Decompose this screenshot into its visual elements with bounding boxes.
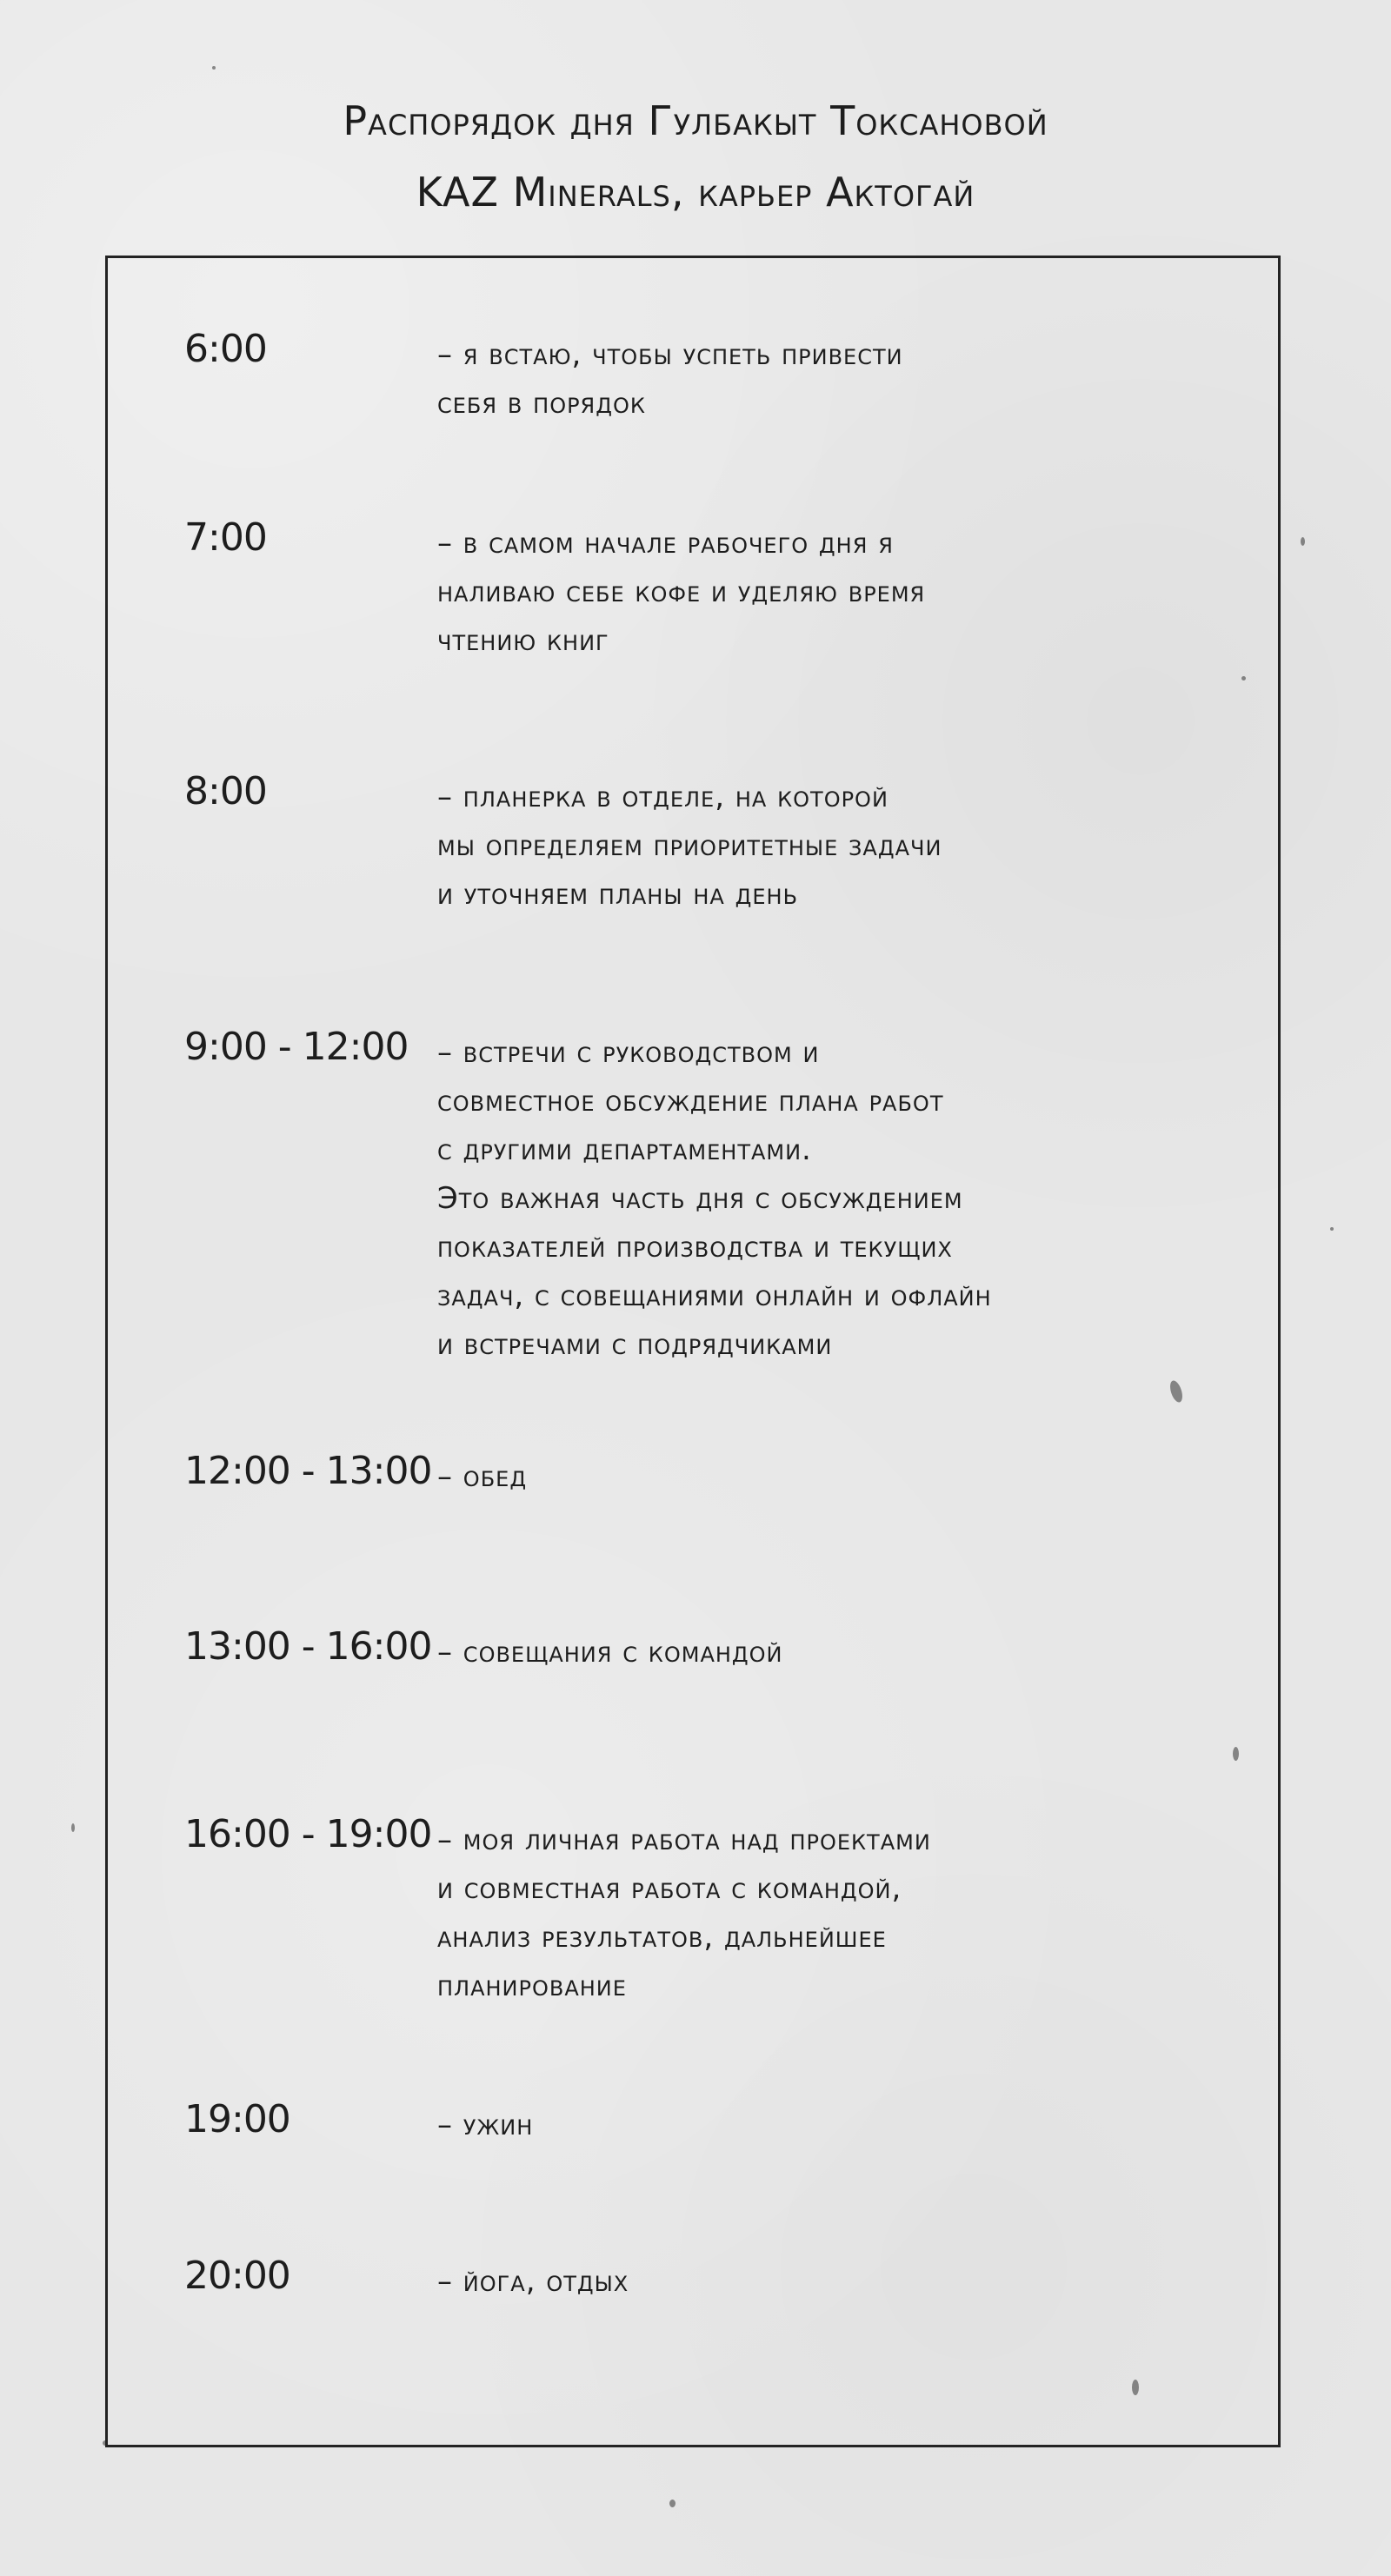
page-title	[0, 85, 1391, 228]
schedule-description: – планерка в отделе, на которой мы определяем приоритетные задачи и уточняем планы на день	[437, 780, 942, 912]
paper-speck	[71, 1823, 75, 1832]
schedule-description: – встречи с руководством и совместное обсуждение плана работ с другими департаментами. Это важная часть дня с обсуждением показателей производства и текущих задач, с совещаниями онлайн и офлайн и встречами с подрядчиками	[437, 1035, 992, 1362]
schedule-description: – я встаю, чтобы успеть привести себя в порядок	[437, 337, 903, 421]
schedule-description: – совещания с командой	[437, 1635, 783, 1670]
page-title-line-1: Распорядок дня Гулбакыт Токсановой	[343, 97, 1048, 144]
schedule-frame	[105, 256, 1281, 2447]
schedule-time: 13:00 - 16:00	[184, 1624, 432, 1669]
schedule-time: 7:00	[184, 515, 267, 560]
schedule-time: 20:00	[184, 2254, 290, 2298]
schedule-time: 9:00 - 12:00	[184, 1025, 409, 1069]
paper-speck	[669, 2500, 676, 2507]
schedule-description: – йога, отдых	[437, 2264, 629, 2299]
schedule-description: – обед	[437, 1459, 528, 1494]
schedule-description: – ужин	[437, 2108, 534, 2142]
page-title-line-2: KAZ Minerals, карьер Актогай	[416, 169, 975, 216]
paper-speck	[1301, 537, 1305, 546]
paper-speck	[1330, 1227, 1334, 1231]
schedule-time: 16:00 - 19:00	[184, 1812, 432, 1856]
paper-speck	[212, 66, 216, 70]
schedule-time: 8:00	[184, 769, 267, 813]
schedule-description: – моя личная работа над проектами и совместная работа с командой, анализ результатов, дальнейшее планирование	[437, 1822, 931, 2003]
schedule-time: 6:00	[184, 327, 267, 371]
schedule-time: 19:00	[184, 2097, 290, 2141]
schedule-description: – в самом начале рабочего дня я наливаю себе кофе и уделяю время чтению книг	[437, 526, 926, 658]
schedule-time: 12:00 - 13:00	[184, 1449, 432, 1493]
